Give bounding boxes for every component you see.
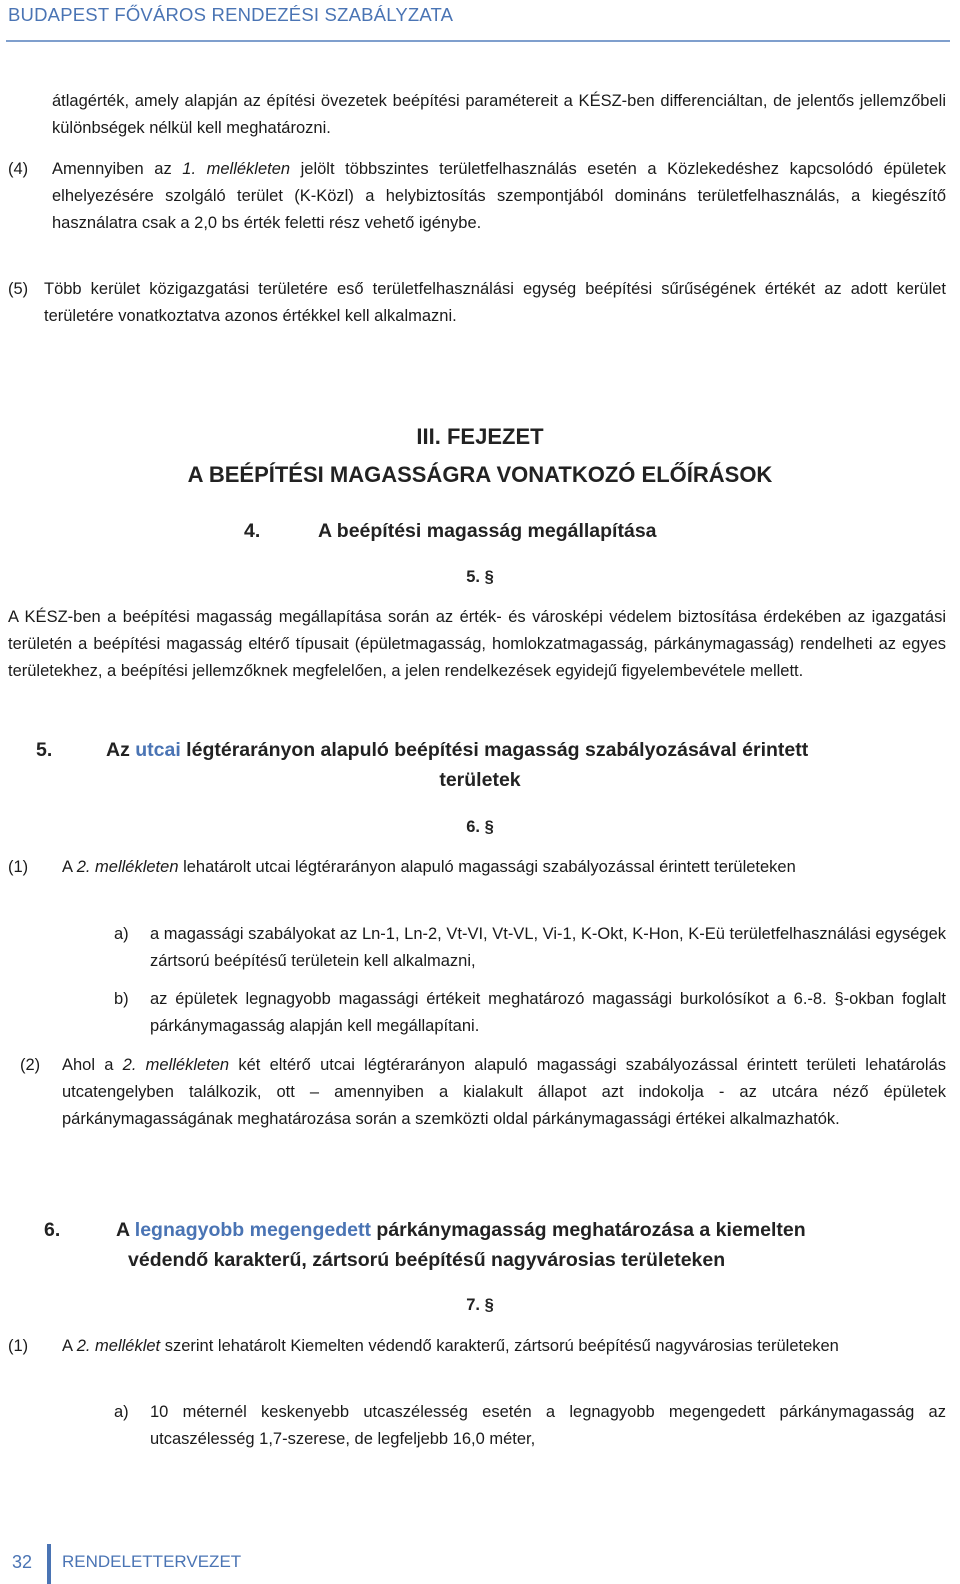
chapter-number: III. FEJEZET xyxy=(416,424,544,449)
page-number: 32 xyxy=(12,1552,33,1572)
subchapter-title-line2: védendő karakterű, zártsorú beépítésű nagyvárosias területeken xyxy=(128,1249,726,1271)
section-mark: 5. § xyxy=(466,568,494,586)
running-header: BUDAPEST FŐVÁROS RENDEZÉSI SZABÁLYZATA xyxy=(8,4,454,25)
para-number: (4) xyxy=(8,160,29,178)
section-mark: 7. § xyxy=(466,1296,494,1314)
paragraph-5: Több kerület közigazgatási területére eső területfelhasználási egység beépítési sűrűségének értékét az adott kerület területére vonatkoztatva azonos értékkel kell alkalmazni. xyxy=(44,280,946,325)
paragraph-6-1: A 2. mellékleten lehatárolt utcai légtérarányon alapuló magassági szabályozással érintett területeken xyxy=(62,858,796,876)
paragraph-7-1: A 2. melléklet szerint lehatárolt Kiemelten védendő karakterű, zártsorú beépítésű nagyvárosias területeken xyxy=(62,1337,839,1355)
list-marker: b) xyxy=(114,990,129,1008)
subchapter-number: 4. xyxy=(244,520,261,542)
subchapter-title: Az utcai légtérarányon alapuló beépítési magasság szabályozásával érintett xyxy=(106,739,809,761)
list-marker: a) xyxy=(114,925,129,943)
annex-reference: 2. mellékleten xyxy=(76,858,179,876)
header-rule xyxy=(6,40,950,42)
list-item-b: az épületek legnagyobb magassági értékeit meghatározó magassági burkolósíkot a 6.-8. §-okban foglalt párkánymagasság alapján kell megállapítani. xyxy=(150,990,946,1035)
footer-divider xyxy=(47,1544,51,1584)
subchapter-title: A legnagyobb megengedett párkánymagasság meghatározása a kiemelten xyxy=(116,1219,806,1241)
list-item-a: 10 méternél keskenyebb utcaszélesség esetén a legnagyobb megengedett párkánymagasság az utcaszélesség 1,7-szerese, de legfeljebb 16,0 méter, xyxy=(150,1403,946,1448)
para-number: (1) xyxy=(8,858,29,876)
paragraph-6-2: Ahol a 2. mellékleten két eltérő utcai légtérarányon alapuló magassági szabályozással érintett területi lehatárolás utcatengelyben találkozik, ott – amennyiben a kialakult állapot azt indokolja - az utcára néző épületek párkánymagasságának meghatározása során a szemközti oldal párkánymagassági értékei alkalmazhatók. xyxy=(62,1056,946,1128)
annex-reference: 2. melléklet xyxy=(76,1337,161,1355)
list-item-a: a magassági szabályokat az Ln-1, Ln-2, Vt-VI, Vt-VL, Vi-1, K-Okt, K-Hon, K-Eü területfelhasználási egységek zártsorú beépítésű területein kell alkalmazni, xyxy=(150,925,946,970)
subchapter-number: 5. xyxy=(36,739,53,761)
subchapter-number: 6. xyxy=(44,1219,61,1241)
chapter-title: A BEÉPÍTÉSI MAGASSÁGRA VONATKOZÓ ELŐÍRÁSOK xyxy=(187,462,773,487)
section-mark: 6. § xyxy=(466,818,494,836)
paragraph-continuation: átlagérték, amely alapján az építési övezetek beépítési paramétereit a KÉSZ-ben differenciáltan, de jelentős jellemzőbeli különbségek nélkül kell meghatározni. xyxy=(52,92,946,137)
para-number: (2) xyxy=(20,1056,41,1074)
paragraph-4: Amennyiben az 1. mellékleten jelölt többszintes területfelhasználás esetén a Közlekedéshez kapcsolódó épületek elhelyezésére szolgáló terület (K-Közl) a helybiztosítás szempontjából domináns területfelhasználás, a kiegészítő használatra csak a 2,0 bs érték feletti rész vehető igénybe. xyxy=(52,160,946,232)
footer-label: RENDELETTERVEZET xyxy=(62,1552,242,1571)
subchapter-title: A beépítési magasság megállapítása xyxy=(318,520,657,542)
highlight-term: utcai xyxy=(135,739,181,761)
annex-reference: 1. mellékleten xyxy=(182,160,291,178)
paragraph-s5: A KÉSZ-ben a beépítési magasság megállapítása során az érték- és városképi védelem biztosítása érdekében az igazgatási területén a beépítési magasság eltérő típusait (épületmagasság, homlokzatmagasság, párkánymagasság) rendelheti az egyes területekhez, a beépítési jellemzőknek megfelelően, a jelen rendelkezések egyidejű figyelembevétele mellett. xyxy=(8,608,946,680)
para-number: (1) xyxy=(8,1337,29,1355)
annex-reference: 2. mellékleten xyxy=(122,1056,230,1074)
list-marker: a) xyxy=(114,1403,129,1421)
para-number: (5) xyxy=(8,280,29,298)
subchapter-title-line2: területek xyxy=(439,769,521,791)
highlight-term: legnagyobb megengedett xyxy=(134,1219,371,1241)
